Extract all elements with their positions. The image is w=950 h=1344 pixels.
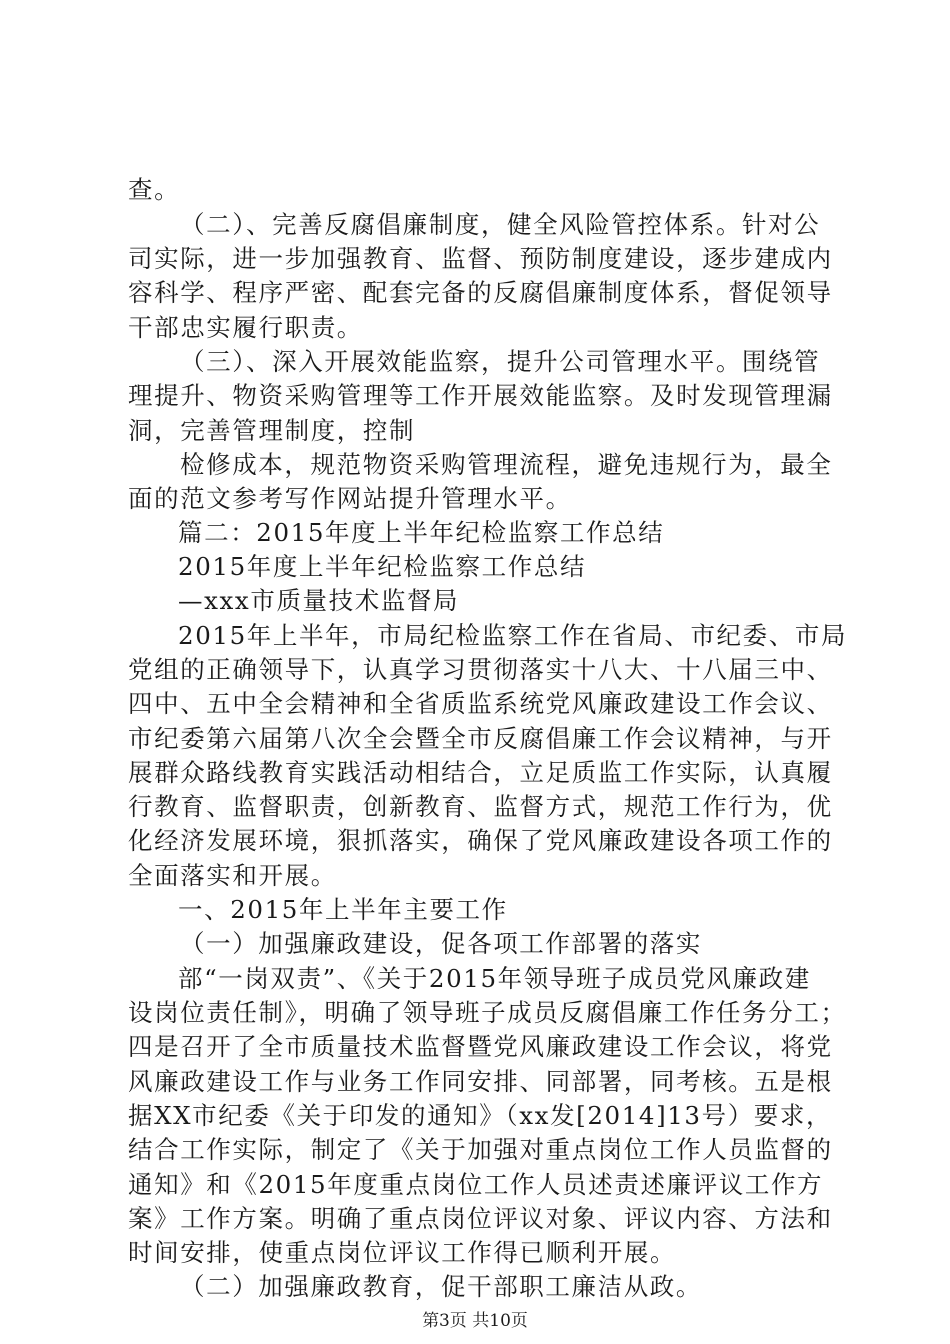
text-line: 四是召开了全市质量技术监督暨党风廉政建设工作会议，将党	[128, 1032, 833, 1061]
text-line: 据XX市纪委《关于印发的通知》（xx发[2014]13号）要求，	[128, 1101, 833, 1130]
text-line: 四中、五中全会精神和全省质监系统党风廉政建设工作会议、	[128, 689, 833, 718]
text-line: 展群众路线教育实践活动相结合，立足质监工作实际，认真履	[128, 758, 833, 787]
text-line: 2015年上半年，市局纪检监察工作在省局、市纪委、市局	[178, 621, 848, 650]
text-line: 化经济发展环境，狠抓落实，确保了党风廉政建设各项工作的	[128, 826, 833, 855]
text-line: 一、2015年上半年主要工作	[178, 895, 508, 924]
text-line: 2015年度上半年纪检监察工作总结	[178, 552, 587, 581]
text-line: 市纪委第六届第八次全会暨全市反腐倡廉工作会议精神，与开	[128, 724, 833, 753]
text-line: 结合工作实际，制定了《关于加强对重点岗位工作人员监督的	[128, 1135, 833, 1164]
text-line: 司实际，进一步加强教育、监督、预防制度建设，逐步建成内	[128, 244, 833, 273]
text-line: 时间安排，使重点岗位评议工作得已顺利开展。	[128, 1238, 677, 1267]
text-line: 通知》和《2015年度重点岗位工作人员述责述廉评议工作方	[128, 1170, 824, 1199]
text-line: 检修成本，规范物资采购管理流程，避免违规行为，最全	[180, 450, 833, 479]
text-line: 洞，完善管理制度，控制	[128, 416, 416, 445]
text-line: 行教育、监督职责，创新教育、监督方式，规范工作行为，优	[128, 792, 833, 821]
text-line: 风廉政建设工作与业务工作同安排、同部署，同考核。五是根	[128, 1067, 833, 1096]
text-line: （三）、深入开展效能监察，提升公司管理水平。围绕管	[180, 347, 821, 376]
text-line: （二）、完善反腐倡廉制度，健全风险管控体系。针对公	[180, 210, 821, 239]
text-line: 容科学、程序严密、配套完备的反腐倡廉制度体系，督促领导	[128, 278, 833, 307]
text-line: 案》工作方案。明确了重点岗位评议对象、评议内容、方法和	[128, 1204, 833, 1233]
text-line: 设岗位责任制》，明确了领导班子成员反腐倡廉工作任务分工；	[128, 998, 847, 1027]
text-line: 查。	[128, 175, 181, 204]
text-line: —xxx市质量技术监督局	[178, 586, 460, 615]
text-line: （二）加强廉政教育，促干部职工廉洁从政。	[180, 1272, 702, 1301]
text-line: 全面落实和开展。	[128, 861, 337, 890]
text-line: 党组的正确领导下，认真学习贯彻落实十八大、十八届三中、	[128, 655, 833, 684]
text-line: 部“一岗双责”、《关于2015年领导班子成员党风廉政建	[178, 964, 811, 993]
text-line: 面的范文参考写作网站提升管理水平。	[128, 484, 572, 513]
text-line: （一）加强廉政建设，促各项工作部署的落实	[180, 929, 702, 958]
text-line: 理提升、物资采购管理等工作开展效能监察。及时发现管理漏	[128, 381, 833, 410]
page-number-footer: 第3页 共10页	[422, 1311, 528, 1331]
text-line: 干部忠实履行职责。	[128, 313, 363, 342]
text-line: 篇二：2015年度上半年纪检监察工作总结	[178, 518, 665, 547]
